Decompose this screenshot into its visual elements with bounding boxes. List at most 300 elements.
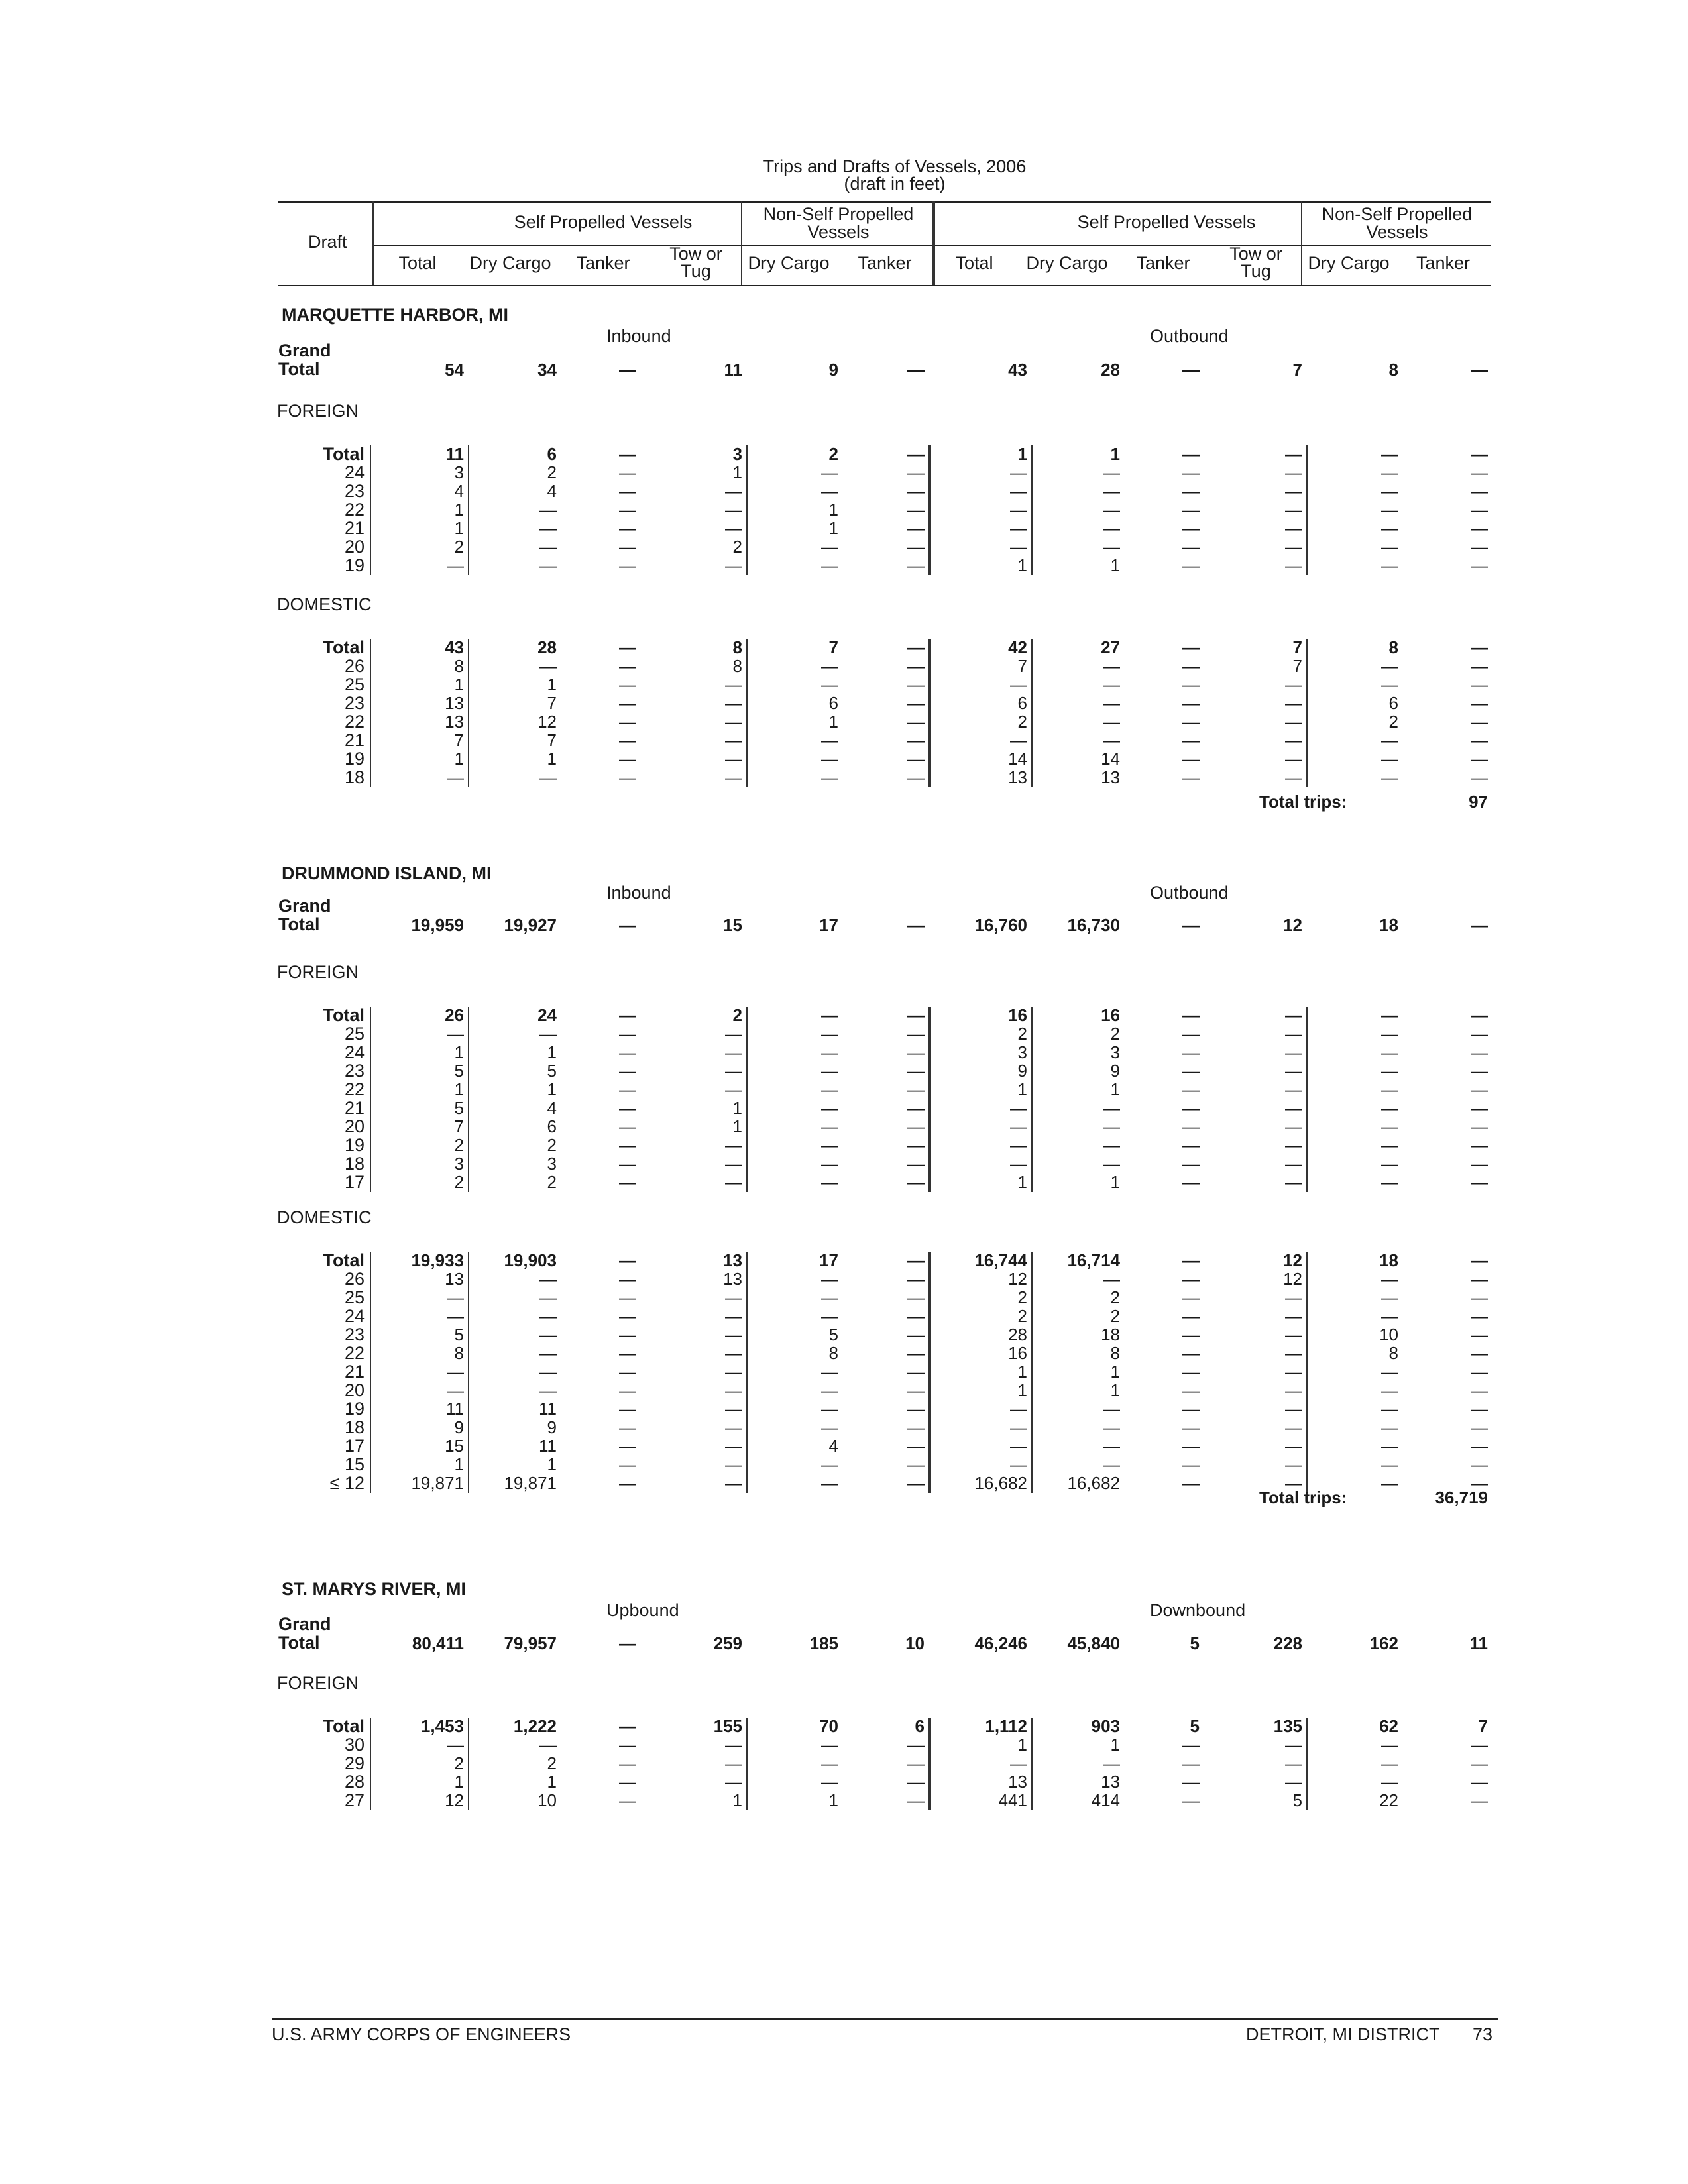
table-cell: — (821, 1079, 838, 1099)
draft-label: 24 (344, 1042, 365, 1062)
direction-in-label: Inbound (606, 326, 671, 346)
grand-total-cell: — (907, 360, 925, 380)
table-cell: — (1381, 1473, 1398, 1493)
draft-header: Draft (308, 232, 347, 252)
table-cell: — (1285, 1287, 1302, 1307)
table-cell: — (907, 675, 925, 694)
table-cell: 1,453 (420, 1716, 464, 1736)
table-cell: 5 (454, 1098, 464, 1118)
tow-col-in: Tow or Tug (669, 244, 722, 281)
table-cell: — (619, 1098, 636, 1118)
table-cell: — (1010, 1135, 1027, 1155)
table-cell: 11 (539, 1399, 557, 1419)
table-cell: — (619, 1436, 636, 1456)
table-cell: 8 (732, 637, 742, 657)
table-cell: 1 (828, 518, 838, 538)
draft-label: 19 (344, 1135, 365, 1155)
table-cell: 5 (828, 1325, 838, 1344)
table-cell: 22 (1379, 1790, 1398, 1810)
table-cell: — (1285, 1154, 1302, 1174)
table-cell: — (1103, 537, 1120, 557)
table-cell: — (1381, 1024, 1398, 1044)
draft-label: 19 (344, 1399, 365, 1419)
table-cell: — (1103, 730, 1120, 750)
table-cell: — (1182, 1061, 1200, 1081)
table-cell: 9 (1110, 1061, 1120, 1081)
table-cell: — (907, 1399, 925, 1419)
table-cell: 1 (732, 1790, 742, 1810)
table-cell: 3 (732, 444, 742, 464)
table-cell: 1 (1017, 1362, 1027, 1382)
draft-label: 17 (344, 1436, 365, 1456)
section-title: ST. MARYS RIVER, MI (282, 1579, 467, 1599)
table-cell: — (1285, 1399, 1302, 1419)
table-cell: — (1182, 1790, 1200, 1810)
table-cell: 12 (537, 712, 557, 732)
table-cell: 6 (547, 1117, 557, 1136)
table-cell: — (1010, 463, 1027, 482)
column-rule (468, 1252, 469, 1493)
table-cell: — (539, 1343, 557, 1363)
table-cell: 1 (1110, 1362, 1120, 1382)
table-cell: — (1010, 1436, 1027, 1456)
table-cell: — (821, 1154, 838, 1174)
table-cell: — (907, 500, 925, 519)
table-cell: — (1285, 1079, 1302, 1099)
table-cell: — (1182, 1154, 1200, 1174)
table-cell: — (1471, 444, 1488, 464)
page-number: 73 (1473, 2024, 1493, 2044)
table-cell: 10 (537, 1790, 557, 1810)
table-cell: 1 (547, 1772, 557, 1792)
table-cell: 1,222 (513, 1716, 557, 1736)
nsp-dry-cargo-col-out: Dry Cargo (1308, 253, 1390, 273)
table-cell: — (907, 1005, 925, 1025)
table-cell: 2 (732, 537, 742, 557)
table-cell: — (725, 1172, 742, 1192)
table-cell: — (1182, 1436, 1200, 1456)
table-cell: — (725, 1362, 742, 1382)
tow-col-out: Tow or Tug (1229, 244, 1282, 281)
table-cell: 3 (547, 1154, 557, 1174)
table-cell: — (1471, 1269, 1488, 1289)
draft-label: Total (323, 444, 365, 464)
table-cell: — (907, 555, 925, 575)
table-cell: 1 (732, 1117, 742, 1136)
table-cell: — (907, 1790, 925, 1810)
draft-label: 23 (344, 1325, 365, 1344)
dry-cargo-col-out: Dry Cargo (1026, 253, 1108, 273)
table-cell: — (1471, 1172, 1488, 1192)
table-cell: — (1182, 1417, 1200, 1437)
grand-total-cell: 7 (1292, 360, 1302, 380)
table-cell: 13 (723, 1250, 742, 1270)
table-cell: 18 (1379, 1250, 1398, 1270)
table-cell: — (1285, 767, 1302, 787)
table-cell: — (1471, 1098, 1488, 1118)
column-rule (746, 445, 748, 575)
table-cell: — (1471, 1343, 1488, 1363)
table-cell: — (821, 675, 838, 694)
table-cell: — (907, 1454, 925, 1474)
tanker-col-out: Tanker (1136, 253, 1190, 273)
table-cell: — (1381, 1079, 1398, 1099)
table-cell: 1,112 (985, 1716, 1027, 1736)
table-cell: — (1471, 675, 1488, 694)
table-cell: — (619, 1269, 636, 1289)
table-cell: — (1010, 675, 1027, 694)
table-cell: 14 (1008, 749, 1027, 769)
table-cell: — (725, 1473, 742, 1493)
table-cell: 12 (445, 1790, 464, 1810)
table-cell: — (725, 1061, 742, 1081)
column-rule (746, 1252, 748, 1493)
table-cell: — (907, 1473, 925, 1493)
table-cell: — (1471, 1135, 1488, 1155)
draft-label: 28 (344, 1772, 365, 1792)
self-propelled-header-inbound: Self Propelled Vessels (514, 212, 693, 232)
table-cell: — (539, 518, 557, 538)
table-cell: — (1471, 1790, 1488, 1810)
table-cell: — (821, 555, 838, 575)
table-cell: 2 (454, 1753, 464, 1773)
table-cell: 3 (1110, 1042, 1120, 1062)
table-cell: 16 (1101, 1005, 1120, 1025)
table-cell: 135 (1273, 1716, 1302, 1736)
draft-label: 21 (344, 518, 365, 538)
table-cell: 15 (445, 1436, 464, 1456)
table-cell: — (821, 1772, 838, 1792)
table-cell: — (1182, 1269, 1200, 1289)
table-cell: — (1182, 1735, 1200, 1755)
column-rule (1031, 1007, 1033, 1192)
table-cell: — (1182, 1005, 1200, 1025)
total-trips-label: Total trips: (1259, 1488, 1347, 1507)
nsp-tanker-col-in: Tanker (858, 253, 912, 273)
table-cell: — (1182, 444, 1200, 464)
table-cell: 7 (454, 1117, 464, 1136)
table-cell: — (1471, 1079, 1488, 1099)
page-subtitle: (draft in feet) (844, 174, 946, 193)
table-cell: 9 (454, 1417, 464, 1437)
table-cell: — (447, 767, 464, 787)
grand-total-cell: 15 (723, 915, 742, 935)
non-self-propelled-header-outbound: Non-Self Propelled Vessels (1322, 204, 1473, 242)
draft-label: 17 (344, 1172, 365, 1192)
grand-total-cell: 8 (1388, 360, 1398, 380)
table-cell: — (619, 1061, 636, 1081)
table-cell: — (1471, 1154, 1488, 1174)
table-cell: 7 (1017, 656, 1027, 676)
table-cell: 10 (1379, 1325, 1398, 1344)
table-cell: — (1285, 500, 1302, 519)
table-cell: — (907, 1417, 925, 1437)
table-cell: — (619, 637, 636, 657)
table-cell: — (1182, 1473, 1200, 1493)
direction-out-label: Outbound (1150, 326, 1229, 346)
table-cell: — (1381, 749, 1398, 769)
table-cell: — (619, 1417, 636, 1437)
table-cell: — (725, 675, 742, 694)
table-cell: 903 (1091, 1716, 1120, 1736)
table-cell: — (619, 1735, 636, 1755)
table-cell: — (821, 1380, 838, 1400)
grand-total-cell: 18 (1379, 915, 1398, 935)
table-cell: — (1381, 1135, 1398, 1155)
column-rule (1306, 1007, 1308, 1192)
table-cell: — (1010, 500, 1027, 519)
table-cell: 13 (1101, 767, 1120, 787)
table-cell: — (907, 749, 925, 769)
table-cell: — (821, 1454, 838, 1474)
table-cell: — (907, 1061, 925, 1081)
column-rule (1031, 1718, 1033, 1810)
table-cell: — (1285, 1417, 1302, 1437)
table-cell: 1 (454, 500, 464, 519)
table-cell: 1 (454, 675, 464, 694)
direction-in-label: Upbound (606, 1600, 679, 1620)
nsp-tanker-col-out: Tanker (1416, 253, 1471, 273)
draft-label: 30 (344, 1735, 365, 1755)
table-cell: 155 (713, 1716, 742, 1736)
table-cell: — (1182, 500, 1200, 519)
table-cell: 2 (1110, 1306, 1120, 1326)
table-cell: — (1381, 463, 1398, 482)
table-cell: — (1381, 1454, 1398, 1474)
foreign-label: FOREIGN (277, 401, 359, 421)
table-cell: — (1471, 1042, 1488, 1062)
grand-total-cell: 185 (809, 1633, 838, 1653)
table-cell: — (539, 1024, 557, 1044)
section-title: DRUMMOND ISLAND, MI (282, 863, 492, 883)
table-cell: — (1381, 730, 1398, 750)
table-cell: — (1285, 1061, 1302, 1081)
table-cell: — (907, 1753, 925, 1773)
table-cell: 13 (1008, 1772, 1027, 1792)
tanker-col-in: Tanker (576, 253, 630, 273)
table-cell: — (1471, 1399, 1488, 1419)
nsp-dry-cargo-col-in: Dry Cargo (748, 253, 830, 273)
table-cell: — (619, 1473, 636, 1493)
table-cell: 11 (445, 444, 464, 464)
table-cell: — (725, 1135, 742, 1155)
grand-total-cell: 80,411 (412, 1633, 464, 1653)
table-cell: — (907, 481, 925, 501)
table-cell: — (1285, 1380, 1302, 1400)
table-cell: — (1471, 555, 1488, 575)
table-cell: — (1471, 1772, 1488, 1792)
table-cell: — (1471, 712, 1488, 732)
table-cell: — (619, 1343, 636, 1363)
table-cell: — (1471, 1024, 1488, 1044)
table-cell: — (1285, 1454, 1302, 1474)
grand-total-cell: 46,246 (974, 1633, 1027, 1653)
table-cell: 18 (1101, 1325, 1120, 1344)
table-cell: 7 (547, 693, 557, 713)
table-cell: — (1381, 656, 1398, 676)
table-cell: 13 (445, 712, 464, 732)
table-cell: — (1471, 1306, 1488, 1326)
column-rule (468, 1007, 469, 1192)
table-cell: 1 (454, 749, 464, 769)
table-cell: 19,871 (504, 1473, 557, 1493)
table-cell: 1 (1017, 1079, 1027, 1099)
draft-label: 15 (344, 1454, 365, 1474)
table-cell: 1 (1017, 555, 1027, 575)
column-rule (1031, 639, 1033, 787)
table-cell: — (619, 1079, 636, 1099)
grand-total-cell: 34 (537, 360, 557, 380)
footer-left: U.S. ARMY CORPS OF ENGINEERS (272, 2024, 571, 2044)
table-cell: — (725, 1154, 742, 1174)
table-cell: — (907, 1287, 925, 1307)
table-cell: — (1182, 518, 1200, 538)
table-cell: — (1381, 675, 1398, 694)
table-cell: 1 (732, 463, 742, 482)
table-cell: — (1471, 730, 1488, 750)
table-cell: — (1381, 518, 1398, 538)
table-cell: 1 (547, 749, 557, 769)
table-cell: — (907, 1362, 925, 1382)
table-cell: — (1285, 1306, 1302, 1326)
table-cell: — (1103, 1417, 1120, 1437)
grand-total-cell: — (619, 915, 636, 935)
table-cell: — (1285, 1362, 1302, 1382)
draft-label: Total (323, 637, 365, 657)
table-cell: — (1285, 712, 1302, 732)
table-cell: — (1381, 555, 1398, 575)
table-cell: — (1010, 481, 1027, 501)
table-cell: — (619, 500, 636, 519)
column-rule (746, 1718, 748, 1810)
table-cell: — (1285, 1735, 1302, 1755)
table-cell: — (1010, 1154, 1027, 1174)
table-cell: 7 (828, 637, 838, 657)
table-cell: — (619, 1399, 636, 1419)
grand-total-cell: 9 (828, 360, 838, 380)
grand-total-cell: — (1471, 360, 1488, 380)
table-cell: 2 (547, 1753, 557, 1773)
table-cell: 8 (454, 656, 464, 676)
table-cell: — (725, 555, 742, 575)
draft-label: 21 (344, 1098, 365, 1118)
table-cell: — (619, 1716, 636, 1736)
table-cell: — (725, 767, 742, 787)
table-cell: — (1010, 518, 1027, 538)
footer-right: DETROIT, MI DISTRICT (1246, 2024, 1440, 2044)
table-cell: — (821, 656, 838, 676)
table-cell: — (907, 1735, 925, 1755)
table-cell: — (1285, 444, 1302, 464)
table-cell: — (725, 518, 742, 538)
table-cell: — (1381, 1417, 1398, 1437)
draft-label: 26 (344, 656, 365, 676)
grand-total-cell: 28 (1101, 360, 1120, 380)
total-col-in: Total (398, 253, 437, 273)
table-cell: — (821, 1362, 838, 1382)
table-cell: — (447, 1024, 464, 1044)
table-cell: — (907, 518, 925, 538)
table-cell: 1 (454, 1042, 464, 1062)
table-cell: — (539, 555, 557, 575)
table-cell: — (725, 1042, 742, 1062)
table-cell: — (1182, 712, 1200, 732)
table-cell: — (1381, 1098, 1398, 1118)
table-cell: — (907, 444, 925, 464)
grand-total-cell: 54 (445, 360, 464, 380)
table-cell: — (907, 537, 925, 557)
table-cell: — (1381, 1735, 1398, 1755)
table-cell: — (1182, 1306, 1200, 1326)
table-cell: — (821, 1117, 838, 1136)
table-cell: 4 (828, 1436, 838, 1456)
table-cell: 1 (1017, 1735, 1027, 1755)
table-cell: 1 (454, 518, 464, 538)
table-cell: 2 (454, 1135, 464, 1155)
grand-total-cell: 259 (713, 1633, 742, 1653)
table-cell: — (1103, 712, 1120, 732)
total-trips-value: 97 (1469, 792, 1488, 812)
grand-total-cell: 228 (1273, 1633, 1302, 1653)
table-cell: 6 (1017, 693, 1027, 713)
table-cell: 8 (1110, 1343, 1120, 1363)
table-cell: — (907, 1380, 925, 1400)
table-cell: — (1285, 481, 1302, 501)
table-cell: 6 (828, 693, 838, 713)
table-cell: — (1103, 481, 1120, 501)
column-rule (928, 1718, 931, 1810)
draft-label: 23 (344, 1061, 365, 1081)
table-cell: 17 (819, 1250, 838, 1270)
grand-total-label: Grand Total (278, 896, 331, 934)
table-cell: — (725, 749, 742, 769)
column-rule (928, 445, 931, 575)
table-cell: — (821, 1135, 838, 1155)
table-cell: 16 (1008, 1343, 1027, 1363)
column-rule (370, 445, 371, 575)
table-cell: 1 (547, 1079, 557, 1099)
table-cell: — (1471, 693, 1488, 713)
table-cell: — (1285, 1473, 1302, 1493)
draft-label: 20 (344, 537, 365, 557)
table-cell: — (1182, 767, 1200, 787)
table-cell: — (907, 1079, 925, 1099)
table-cell: — (1381, 500, 1398, 519)
table-cell: — (907, 1250, 925, 1270)
table-cell: 6 (547, 444, 557, 464)
table-cell: — (619, 1287, 636, 1307)
table-cell: 2 (1017, 1287, 1027, 1307)
footer-rule (272, 2018, 1498, 2020)
column-rule (746, 1007, 748, 1192)
grand-total-cell: 5 (1190, 1633, 1200, 1653)
table-cell: 1 (1110, 555, 1120, 575)
table-cell: — (619, 656, 636, 676)
table-cell: — (1103, 1436, 1120, 1456)
table-cell: — (907, 693, 925, 713)
grand-total-cell: 10 (905, 1633, 925, 1653)
table-cell: — (1182, 1380, 1200, 1400)
table-cell: — (1471, 500, 1488, 519)
table-cell: 8 (732, 656, 742, 676)
table-cell: — (1471, 1005, 1488, 1025)
table-cell: — (725, 500, 742, 519)
grand-total-cell: 19,959 (411, 915, 464, 935)
table-cell: 1 (828, 1790, 838, 1810)
table-cell: — (1381, 1117, 1398, 1136)
table-cell: — (1010, 537, 1027, 557)
table-cell: 1 (732, 1098, 742, 1118)
